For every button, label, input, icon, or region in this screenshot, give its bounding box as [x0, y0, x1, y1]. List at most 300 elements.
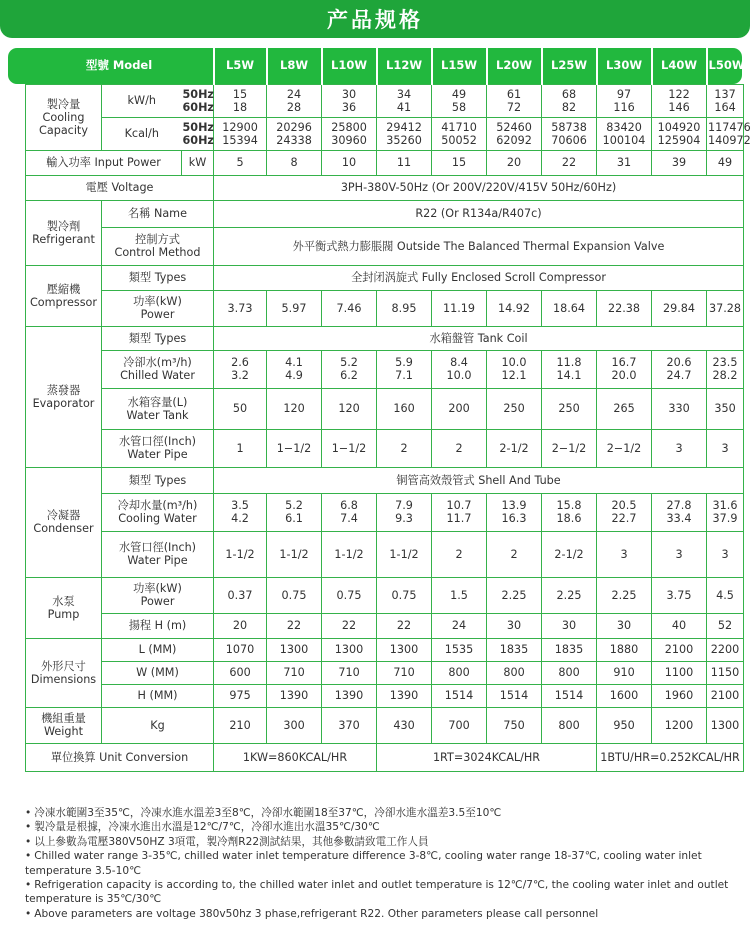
compressor-types-label: 類型 Types	[102, 265, 214, 290]
cell-line: 29412	[386, 120, 422, 134]
compressor-power-value: 22.38	[597, 290, 652, 326]
chilled-water-value	[542, 350, 597, 388]
cooling-water-value	[432, 493, 487, 531]
voltage-value: 3PH-380V-50Hz (Or 200V/220V/415V 50Hz/60Hz)	[214, 175, 744, 200]
dimension-value: 1600	[597, 684, 652, 707]
weight-value: 210	[214, 707, 267, 743]
cell-line: Water Pipe	[127, 448, 188, 461]
cooling-water-value	[597, 493, 652, 531]
cell-line: 蒸發器	[46, 383, 81, 397]
dimension-label: W (MM)	[102, 661, 214, 684]
pump-head-value: 40	[652, 613, 707, 638]
cell-line: 壓縮機	[46, 282, 81, 296]
cell-line: 35260	[386, 133, 422, 147]
pump-head-value: 22	[267, 613, 322, 638]
dimension-value: 2100	[707, 684, 744, 707]
note-item	[25, 820, 737, 834]
cooling-kw-value	[322, 84, 377, 117]
cell-line: 68	[561, 87, 577, 101]
cell-line: Water Pipe	[127, 554, 188, 567]
cell-line: 83420	[606, 120, 642, 134]
pump-power-value: 3.75	[652, 577, 707, 613]
cell-line: Refrigerant	[32, 232, 95, 246]
control-method-value: 外平衡式熱力膨脹閥 Outside The Balanced Thermal Expansion Valve	[214, 227, 744, 265]
model-name: L8W	[267, 48, 322, 84]
cell-line: 7.9	[395, 499, 413, 512]
refrigerant-name-label: 名稱 Name	[102, 200, 214, 227]
dimension-row	[26, 638, 744, 661]
cell-line: Cooling	[42, 110, 85, 124]
weight-value: 300	[267, 707, 322, 743]
cooling-kcal-value	[597, 117, 652, 150]
cooling-kw-value	[377, 84, 432, 117]
cell-line: Evaporator	[32, 396, 95, 410]
cooling-kcal-value	[707, 117, 751, 150]
compressor-power-value: 8.95	[377, 290, 432, 326]
evaporator-types-label: 類型 Types	[102, 326, 214, 350]
weight-value: 700	[432, 707, 487, 743]
dimension-label: L (MM)	[102, 638, 214, 661]
pump-head-value: 22	[322, 613, 377, 638]
dimension-value: 1150	[707, 661, 744, 684]
condenser-types-value: 铜管高效殼管式 Shell And Tube	[214, 467, 744, 493]
conversion-btu: 1BTU/HR=0.252KCAL/HR	[597, 743, 744, 771]
water-tank-value: 250	[487, 388, 542, 429]
voltage-row	[26, 175, 744, 200]
condenser-pipe-label	[102, 531, 214, 577]
bullet-icon: •	[25, 879, 32, 892]
cell-line: 11.7	[446, 512, 472, 525]
dimension-value: 1880	[597, 638, 652, 661]
dimension-value: 1300	[322, 638, 377, 661]
pump-power-value: 0.75	[322, 577, 377, 613]
cell-line: 140972	[708, 133, 751, 147]
pump-power-value: 0.75	[377, 577, 432, 613]
cell-line: 15.8	[556, 499, 582, 512]
cell-line: 70606	[551, 133, 587, 147]
condenser-pipe-value: 1-1/2	[377, 531, 432, 577]
water-tank-value: 265	[597, 388, 652, 429]
note-text: 冷凍水範圍3至35℃，冷凍水進水溫差3至8℃，冷卻水範圍18至37℃，冷卻水進水溫差3.5至10℃	[34, 807, 502, 819]
input-power-value: 8	[267, 150, 322, 175]
cell-line: 3.5	[231, 499, 249, 512]
cell-line: 24338	[276, 133, 312, 147]
cell-line: 22.7	[611, 512, 637, 525]
note-text: 製冷量是根據，冷凍水進出水溫是12℃/7℃，冷卻水進出水溫35℃/30℃	[34, 821, 380, 834]
cell-line: 137	[714, 87, 736, 101]
cell-line: Power	[140, 595, 175, 608]
input-power-value: 31	[597, 150, 652, 175]
dimension-value: 800	[432, 661, 487, 684]
cooling-kw-value	[542, 84, 597, 117]
refrigerant-group-label	[26, 200, 102, 265]
dimensions-group-label	[26, 638, 102, 707]
compressor-power-value: 37.28	[707, 290, 744, 326]
cell-line: 16.3	[501, 512, 527, 525]
pump-head-value: 30	[597, 613, 652, 638]
compressor-power-value: 3.73	[214, 290, 267, 326]
cell-line: 14.1	[556, 369, 582, 382]
cell-line: 8.4	[450, 356, 468, 369]
cell-line: 125904	[657, 133, 701, 147]
dimension-value: 1514	[487, 684, 542, 707]
compressor-group-label	[26, 265, 102, 326]
cooling-kcal-value	[377, 117, 432, 150]
cell-line: 20.5	[611, 499, 637, 512]
note-item	[25, 835, 737, 849]
model-name: L30W	[597, 48, 652, 84]
chilled-water-value	[487, 350, 542, 388]
weight-value: 370	[322, 707, 377, 743]
cell-line: 82	[561, 100, 577, 114]
model-name: L12W	[377, 48, 432, 84]
chilled-water-value	[597, 350, 652, 388]
cell-line: 4.2	[231, 512, 249, 525]
cooling-kcal-unit: Kcal/h	[102, 117, 182, 150]
cell-line: 18	[232, 100, 248, 114]
cooling-water-value	[322, 493, 377, 531]
cell-line: 10.0	[446, 369, 472, 382]
cooling-water-value	[487, 493, 542, 531]
model-name: L10W	[322, 48, 377, 84]
weight-unit: Kg	[102, 707, 214, 743]
cell-line: 164	[714, 100, 736, 114]
title-banner	[0, 0, 750, 38]
water-tank-value: 200	[432, 388, 487, 429]
cell-line: 12.1	[501, 369, 527, 382]
input-power-value: 11	[377, 150, 432, 175]
pump-head-value: 52	[707, 613, 744, 638]
pump-power-value: 2.25	[487, 577, 542, 613]
evaporator-pipe-value: 2	[377, 429, 432, 467]
cell-line: 水泵	[52, 594, 75, 608]
cell-line: 15394	[222, 133, 258, 147]
cell-line: 116	[613, 100, 635, 114]
compressor-power-value: 14.92	[487, 290, 542, 326]
cell-line: Dimensions	[30, 672, 97, 686]
dimension-value: 1100	[652, 661, 707, 684]
cell-line: Control Method	[114, 246, 201, 259]
evaporator-pipe-row	[26, 429, 744, 467]
input-power-unit: kW	[182, 150, 214, 175]
chilled-water-row	[26, 350, 744, 388]
notes-section	[25, 806, 737, 921]
cell-line: 30960	[331, 133, 367, 147]
cooling-kw-value	[652, 84, 707, 117]
cell-line: 41710	[441, 120, 477, 134]
voltage-label: 電壓 Voltage	[26, 175, 214, 200]
bullet-icon: •	[25, 850, 32, 863]
cooling-water-label	[102, 493, 214, 531]
cell-line: 10.0	[501, 356, 527, 369]
dimension-row	[26, 661, 744, 684]
cooling-kw-value	[597, 84, 652, 117]
weight-value: 750	[487, 707, 542, 743]
water-tank-row	[26, 388, 744, 429]
hz-label	[182, 117, 214, 150]
cell-line: 37.9	[712, 512, 738, 525]
cell-line: 6.8	[340, 499, 358, 512]
chilled-water-label	[102, 350, 214, 388]
input-power-value: 10	[322, 150, 377, 175]
pump-power-value: 0.75	[267, 577, 322, 613]
cell-line: 6.2	[340, 369, 358, 382]
note-item	[25, 907, 737, 921]
input-power-value: 39	[652, 150, 707, 175]
cell-line: 20.6	[666, 356, 692, 369]
cell-line: Cooling Water	[118, 512, 197, 525]
cell-line: 9.3	[395, 512, 413, 525]
cell-line: 6.1	[285, 512, 303, 525]
cooling-kcal-row	[26, 117, 744, 150]
bullet-icon: •	[25, 835, 32, 848]
cooling-kcal-value	[652, 117, 707, 150]
cell-line: 61	[506, 87, 522, 101]
cell-line: 24.7	[666, 369, 692, 382]
cell-line: 23.5	[712, 356, 738, 369]
dimension-value: 800	[542, 661, 597, 684]
cell-line: 水管口徑(Inch)	[118, 435, 197, 448]
input-power-label: 輸入功率 Input Power	[26, 150, 182, 175]
cell-line: Capacity	[39, 123, 88, 137]
cell-line: 104920	[657, 120, 701, 134]
cell-line: Condenser	[33, 522, 94, 535]
cell-line: 5.2	[340, 356, 358, 369]
evaporator-pipe-value: 2-1/2	[487, 429, 542, 467]
cell-line: 2.6	[231, 356, 249, 369]
pump-head-label: 揚程 H (m)	[102, 613, 214, 638]
cell-line: 冷凝器	[46, 509, 81, 522]
condenser-types-row	[26, 467, 744, 493]
cell-line: 18.6	[556, 512, 582, 525]
cell-line: 33.4	[666, 512, 692, 525]
model-label: 型號 Model	[85, 58, 153, 73]
evaporator-pipe-value: 3	[707, 429, 744, 467]
condenser-pipe-value: 2-1/2	[542, 531, 597, 577]
cooling-kw-row	[26, 84, 744, 117]
cell-line: 水管口徑(Inch)	[118, 541, 197, 554]
cell-line: 34	[396, 87, 412, 101]
pump-power-value: 2.25	[542, 577, 597, 613]
cell-line: 52460	[496, 120, 532, 134]
cell-line: 控制方式	[135, 233, 180, 246]
dimension-value: 1390	[377, 684, 432, 707]
note-item	[25, 806, 737, 820]
cell-line: 97	[616, 87, 632, 101]
dimension-value: 710	[322, 661, 377, 684]
pump-power-row	[26, 577, 744, 613]
compressor-power-value: 7.46	[322, 290, 377, 326]
cell-line: 10.7	[446, 499, 472, 512]
water-tank-value: 330	[652, 388, 707, 429]
dimension-value: 1390	[267, 684, 322, 707]
cooling-kcal-value	[214, 117, 267, 150]
condenser-pipe-value: 1-1/2	[267, 531, 322, 577]
pump-power-value: 4.5	[707, 577, 744, 613]
dimension-value: 1390	[322, 684, 377, 707]
water-tank-value: 50	[214, 388, 267, 429]
compressor-power-value: 18.64	[542, 290, 597, 326]
cooling-kw-value	[487, 84, 542, 117]
cell-line: 16.7	[611, 356, 637, 369]
dimension-value: 800	[487, 661, 542, 684]
chilled-water-value	[267, 350, 322, 388]
cell-line: 製冷量	[46, 97, 81, 111]
weight-value: 950	[597, 707, 652, 743]
cell-line: 水箱容量(L)	[127, 395, 188, 409]
weight-value: 430	[377, 707, 432, 743]
cell-line: 7.1	[395, 369, 413, 382]
dimension-value: 1300	[267, 638, 322, 661]
dimension-value: 1300	[377, 638, 432, 661]
evaporator-pipe-value: 2−1/2	[542, 429, 597, 467]
pump-group-label	[26, 577, 102, 638]
cell-line: 機組重量	[41, 712, 86, 725]
condenser-pipe-value: 1-1/2	[322, 531, 377, 577]
pump-power-value: 0.37	[214, 577, 267, 613]
cell-line: 4.9	[285, 369, 303, 382]
condenser-pipe-value: 3	[652, 531, 707, 577]
water-tank-value: 160	[377, 388, 432, 429]
page-title: 产品规格	[327, 8, 423, 32]
input-power-value: 15	[432, 150, 487, 175]
dimension-value: 1535	[432, 638, 487, 661]
cooling-kcal-value	[542, 117, 597, 150]
condenser-pipe-value: 1-1/2	[214, 531, 267, 577]
cell-line: 31.6	[712, 499, 738, 512]
input-power-value: 22	[542, 150, 597, 175]
dimension-value: 1835	[487, 638, 542, 661]
evaporator-pipe-value: 2	[432, 429, 487, 467]
weight-value: 800	[542, 707, 597, 743]
dimension-value: 975	[214, 684, 267, 707]
conversion-rt: 1RT=3024KCAL/HR	[377, 743, 597, 771]
condenser-types-label: 類型 Types	[102, 467, 214, 493]
cell-line: 20.0	[611, 369, 637, 382]
compressor-types-row	[26, 265, 744, 290]
bullet-icon: •	[25, 807, 32, 819]
cell-line: 28	[286, 100, 302, 114]
cooling-kcal-value	[322, 117, 377, 150]
refrigerant-name-row	[26, 200, 744, 227]
bullet-icon: •	[25, 907, 32, 920]
cell-line: 60Hz	[182, 133, 214, 147]
dimension-row	[26, 684, 744, 707]
cell-line: Chilled Water	[120, 369, 195, 382]
cooling-kw-unit: kW/h	[102, 84, 182, 117]
water-tank-label	[102, 388, 214, 429]
control-method-row	[26, 227, 744, 265]
cell-line: 50Hz	[182, 87, 214, 101]
chilled-water-value	[432, 350, 487, 388]
weight-value: 1300	[707, 707, 744, 743]
pump-power-label	[102, 577, 214, 613]
cell-line: 58	[451, 100, 467, 114]
cell-line: 12900	[222, 120, 258, 134]
note-text: Chilled water range 3-35℃, chilled water inlet temperature difference 3-8℃, cooling water range 18-37℃, cooling water inlet temperature 3.5-10℃	[25, 850, 702, 877]
input-power-row	[26, 150, 744, 175]
model-name: L15W	[432, 48, 487, 84]
note-text: Above parameters are voltage 380v50hz 3 phase,refrigerant R22. Other parameters please call personnel	[34, 907, 599, 920]
cell-line: 72	[506, 100, 522, 114]
evaporator-pipe-value: 3	[652, 429, 707, 467]
evaporator-pipe-label	[102, 429, 214, 467]
weight-value: 1200	[652, 707, 707, 743]
condenser-pipe-row	[26, 531, 744, 577]
cell-line: Weight	[44, 725, 83, 738]
cooling-water-value	[214, 493, 267, 531]
compressor-types-value: 全封闭涡旋式 Fully Enclosed Scroll Compressor	[214, 265, 744, 290]
cell-line: 冷卻水(m³/h)	[123, 356, 192, 369]
cooling-kcal-value	[432, 117, 487, 150]
cooling-water-value	[707, 493, 744, 531]
cell-line: 24	[286, 87, 302, 101]
weight-row	[26, 707, 744, 743]
condenser-group-label	[26, 467, 102, 577]
model-name: L25W	[542, 48, 597, 84]
cooling-water-value	[652, 493, 707, 531]
cell-line: 30	[341, 87, 357, 101]
cell-line: 62092	[496, 133, 532, 147]
dimension-value: 1514	[432, 684, 487, 707]
compressor-power-value: 11.19	[432, 290, 487, 326]
condenser-pipe-value: 3	[597, 531, 652, 577]
cell-line: 28.2	[712, 369, 738, 382]
evaporator-pipe-value: 2−1/2	[597, 429, 652, 467]
cell-line: 25800	[331, 120, 367, 134]
dimension-value: 1960	[652, 684, 707, 707]
evaporator-group-label	[26, 326, 102, 467]
model-name: L5W	[214, 48, 267, 84]
cell-line: 41	[396, 100, 412, 114]
cooling-water-value	[377, 493, 432, 531]
cell-line: 製冷劑	[46, 219, 81, 233]
chilled-water-value	[214, 350, 267, 388]
model-name: L20W	[487, 48, 542, 84]
cell-line: 58738	[551, 120, 587, 134]
input-power-value: 5	[214, 150, 267, 175]
pump-head-value: 30	[542, 613, 597, 638]
cell-line: 11.8	[556, 356, 582, 369]
chilled-water-value	[707, 350, 744, 388]
cell-line: 20296	[276, 120, 312, 134]
dimension-value: 710	[377, 661, 432, 684]
cell-line: 146	[668, 100, 690, 114]
evaporator-types-row	[26, 326, 744, 350]
bullet-icon: •	[25, 821, 32, 834]
condenser-pipe-value: 2	[487, 531, 542, 577]
cell-line: 功率(kW)	[133, 582, 182, 595]
evaporator-pipe-value: 1−1/2	[322, 429, 377, 467]
chilled-water-value	[377, 350, 432, 388]
dimension-value: 910	[597, 661, 652, 684]
cell-line: 36	[341, 100, 357, 114]
water-tank-value: 120	[322, 388, 377, 429]
cell-line: 外形尺寸	[41, 659, 86, 673]
cooling-water-row	[26, 493, 744, 531]
cell-line: 50052	[441, 133, 477, 147]
model-name: L50W	[707, 48, 744, 84]
dimension-value: 1514	[542, 684, 597, 707]
cell-line: Power	[140, 308, 175, 321]
cooling-kcal-value	[487, 117, 542, 150]
cell-line: 冷却水量(m³/h)	[117, 499, 198, 512]
condenser-pipe-value: 3	[707, 531, 744, 577]
refrigerant-name-value: R22 (Or R134a/R407c)	[214, 200, 744, 227]
cell-line: 3.2	[231, 369, 249, 382]
control-method-label	[102, 227, 214, 265]
weight-group-label	[26, 707, 102, 743]
